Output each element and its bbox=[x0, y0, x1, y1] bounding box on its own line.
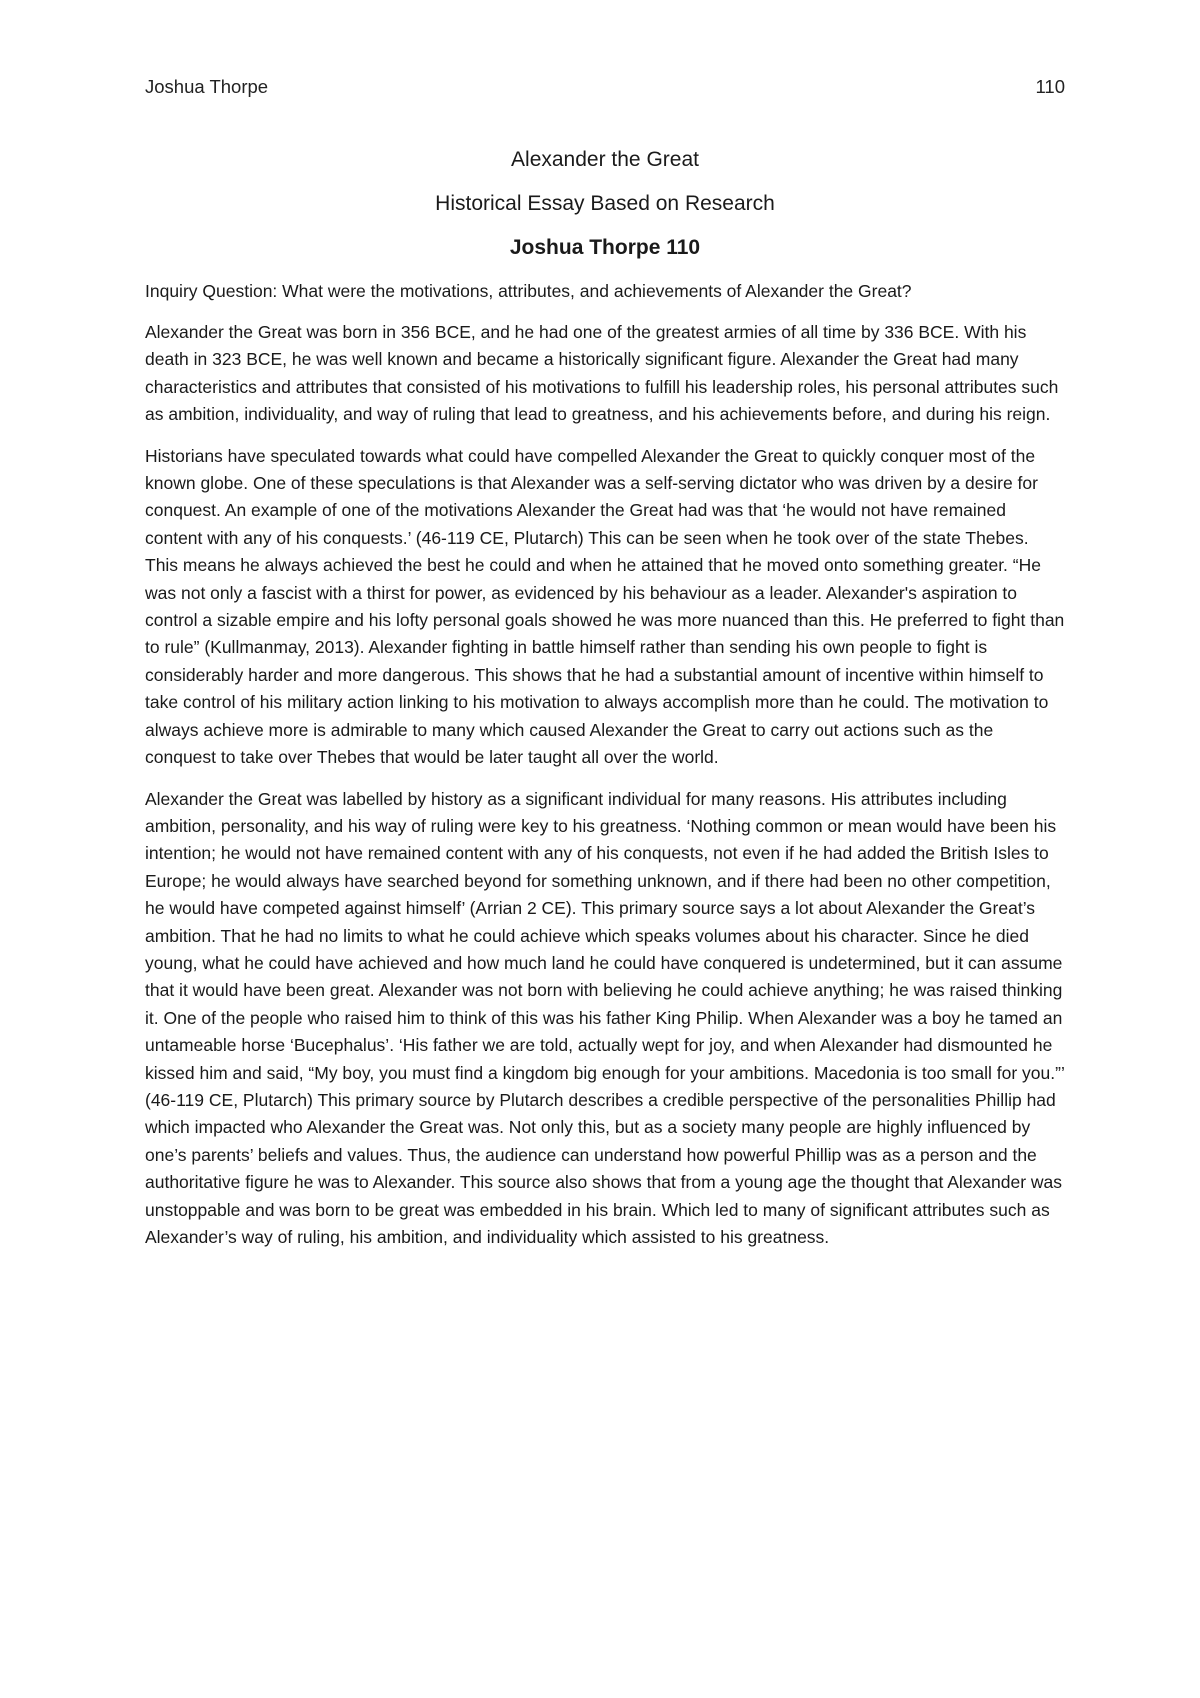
header-author: Joshua Thorpe bbox=[145, 76, 269, 97]
essay-byline: Joshua Thorpe 110 bbox=[509, 236, 701, 259]
document-body bbox=[145, 146, 1065, 1265]
title-block bbox=[145, 146, 1065, 262]
paragraph-motivations: Historians have speculated towards what could have compelled Alexander the Great to quickly conquer most of the known globe. One of these speculations is that Alexander was a self-serving dictator who was driven by a desire for conquest. An example of one of the motivations Alexander the Great had was that ‘he would not have remained content with any of his conquests.’ (46-119 CE, Plutarch) This can be seen when he took over of the state Thebes. This means he always achieved the best he could and when he attained that he moved onto something greater. “He was not only a fascist with a thirst for power, as evidenced by his behaviour as a leader. Alexander's aspiration to control a sizable empire and his lofty personal goals showed he was more nuanced than this. He preferred to fight than to rule” (Kullmanmay, 2013). Alexander fighting in battle himself rather than sending his own people to fight is considerably harder and more dangerous. This shows that he had a substantial amount of incentive within himself to take control of his military action linking to his motivation to always accomplish more than he could. The motivation to always achieve more is admirable to many which caused Alexander the Great to carry out actions such as the conquest to take over Thebes that would be later taught all over the world. bbox=[145, 445, 1065, 768]
running-header bbox=[145, 76, 1065, 100]
paragraph-intro: Alexander the Great was born in 356 BCE, and he had one of the greatest armies of all time by 336 BCE. With his death in 323 BCE, he was well known and became a historically significant figure. Alexander the Great had many characteristics and attributes that consisted of his motivations to fulfill his leadership roles, his personal attributes such as ambition, individuality, and way of ruling that lead to greatness, and his achievements before, and during his reign. bbox=[145, 322, 1059, 425]
paragraph-attributes: Alexander the Great was labelled by history as a significant individual for many reasons. His attributes including ambition, personality, and his way of ruling were key to his greatness. ‘Nothing common or mean would have been his intention; he would not have remained content with any of his conquests, not even if he had added the British Isles to Europe; he would always have searched beyond for something unknown, and if there had been no other competition, he would have competed against himself’ (Arrian 2 CE). This primary source says a lot about Alexander the Great’s ambition. That he had no limits to what he could achieve which speaks volumes about his character. Since he died young, what he could have achieved and how much land he could have conquered is undetermined, but it can assume that it would have been great. Alexander was not born with believing he could achieve anything; he was raised thinking it. One of the people who raised him to think of this was his father King Philip. When Alexander was a boy he tamed an untameable horse ‘Bucephalus’. ‘His father we are told, actually wept for joy, and when Alexander had dismounted he kissed him and said, “My boy, you must find a kingdom big enough for your ambitions. Macedonia is too small for you.”’ (46-119 CE, Plutarch) This primary source by Plutarch describes a credible perspective of the personalities Phillip had which impacted who Alexander the Great was. Not only this, but as a society many people are highly influenced by one’s parents’ beliefs and values. Thus, the audience can understand how powerful Phillip was as a person and the authoritative figure he was to Alexander. This source also shows that from a young age the thought that Alexander was unstoppable and was born to be great was embedded in his brain. Which led to many of significant attributes such as Alexander’s way of ruling, his ambition, and individuality which assisted to his greatness. bbox=[145, 788, 1065, 1247]
inquiry-question: Inquiry Question: What were the motivations, attributes, and achievements of Alexander the Great? bbox=[145, 281, 912, 301]
header-page-number: 110 bbox=[1035, 76, 1065, 97]
essay-title: Alexander the Great bbox=[511, 148, 699, 171]
essay-subtitle: Historical Essay Based on Research bbox=[435, 192, 775, 215]
